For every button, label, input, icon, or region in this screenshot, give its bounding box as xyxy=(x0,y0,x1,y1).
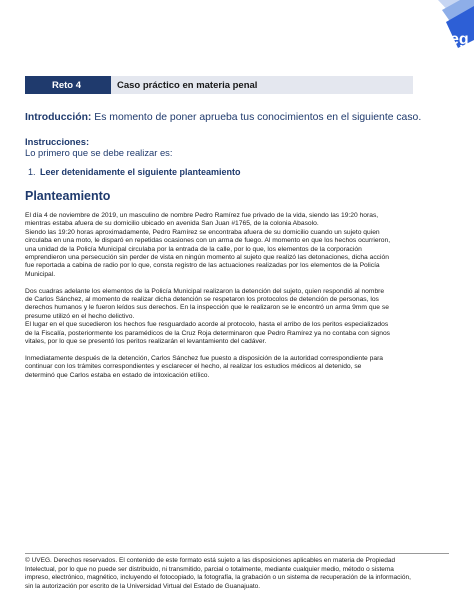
paragraph-line: El lugar en el que sucedieron los hechos fue resguardado acorde al protocolo, hasta el arribo de los peritos especializados xyxy=(25,321,389,329)
footer-line: © UVEG. Derechos reservados. El contenido de este formato está sujeto a las disposiciones aplicables en materia de Propiedad xyxy=(25,557,396,564)
step-number: 1. xyxy=(28,167,36,177)
paragraph-line: emprendieron una persecución sin perder de vista en ningún momento al sujeto que realizó las detonaciones, dicha acción xyxy=(25,254,389,262)
footer-line: sin la autorización por escrito de la Universidad Virtual del Estado de Guanajuato. xyxy=(25,582,261,590)
instructions-heading: Instrucciones: xyxy=(25,136,90,147)
paragraph-line: de Carlos Sánchez, al momento de realizar dicha detención se respetaron los protocolos de detención de personas, los xyxy=(25,296,379,304)
uveg-logo xyxy=(398,0,474,66)
footer-line: impreso, electrónico, magnético, incluyendo el fotocopiado, la fotografía, la grabación o un sistema de recuperación de la información, xyxy=(25,574,411,582)
paragraph-line: El día 4 de noviembre de 2019, un masculino de nombre Pedro Ramírez fue privado de la vida, siendo las 19:20 horas, xyxy=(25,212,379,219)
header-bar xyxy=(25,76,413,94)
uveg-logo-graphic xyxy=(398,0,474,66)
paragraph-line: circulaba en una moto, le disparó en repetidas ocasiones con un arma de fuego. Al momento en que los hechos ocurrieron, xyxy=(25,237,391,245)
paragraph-line: Inmediatamente después de la detención, Carlos Sánchez fue puesto a disposición de la autoridad correspondiente para xyxy=(25,354,384,362)
paragraph-line: fue reportada a cabina de radio por lo que, consta registro de las actuaciones realizadas por los elementos de la Policía xyxy=(25,262,380,270)
paragraph-line: determinó que Carlos estaba en estado de intoxicación etílico. xyxy=(25,371,210,379)
intro-line xyxy=(25,112,422,123)
paragraph-line: continuar con los trámites correspondientes y esclarecer el hecho, al realizar los estudios médicos al detenido, se xyxy=(25,363,362,371)
intro-label: Introducción: xyxy=(25,112,92,123)
paragraph-2 xyxy=(25,288,411,347)
paragraph-line: Municipal. xyxy=(25,270,56,278)
paragraph-1 xyxy=(25,212,411,279)
paragraph-line: presume utilizó en el hecho delictivo. xyxy=(25,312,135,320)
paragraph-line: una unidad de la Policía Municipal circulaba por la entrada de la calle, por lo que, los elementos de la corporación xyxy=(25,245,362,253)
footer-line: Intelectual, por lo que no puede ser distribuido, ni transmitido, parcial o totalmente, mediante cualquier medio, método o sistema xyxy=(25,565,394,573)
instructions-text: Lo primero que se debe realizar es: xyxy=(25,147,173,158)
document-title: Caso práctico en materia penal xyxy=(111,76,413,94)
intro-text: Es momento de poner apruebа tus conocimientos en el siguiente caso. xyxy=(91,112,422,123)
section-title: Planteamiento xyxy=(25,189,111,203)
document-body xyxy=(25,112,422,388)
copyright-footer xyxy=(25,553,449,591)
paragraph-line: Siendo las 19:20 horas aproximadamente, Pedro Ramírez se encontraba afuera de su domicilio cuando un sujeto quien xyxy=(25,228,380,236)
paragraph-line: derechos humanos y le fueron leídos sus derechos. En la inspección que le realizaron se le encontró un arma 9mm que se xyxy=(25,304,389,312)
paragraph-line: Dos cuadras adelante los elementos de la Policía Municipal realizaron la detención del sujeto, quien respondió al nombre xyxy=(25,287,385,295)
paragraph-line: vitales, por lo que se presentó los peritos realizarán el levantamiento del cadáver. xyxy=(25,338,267,346)
reto-tag: Reto 4 xyxy=(25,76,111,94)
step-text: Leer detenidamente el siguiente planteamiento xyxy=(40,167,241,177)
paragraph-line: de la Fiscalía, posteriormente los paramédicos de la Cruz Roja determinaron que Pedro Ramírez ya no contaba con signos xyxy=(25,329,391,337)
paragraph-line: mientras estaba afuera de su domicilio ubicado en avenida San Juan #1765, de la colonia Abasolo. xyxy=(25,220,319,228)
paragraph-3 xyxy=(25,355,411,380)
instruction-step xyxy=(28,167,411,177)
logo-text: eg xyxy=(450,31,469,48)
